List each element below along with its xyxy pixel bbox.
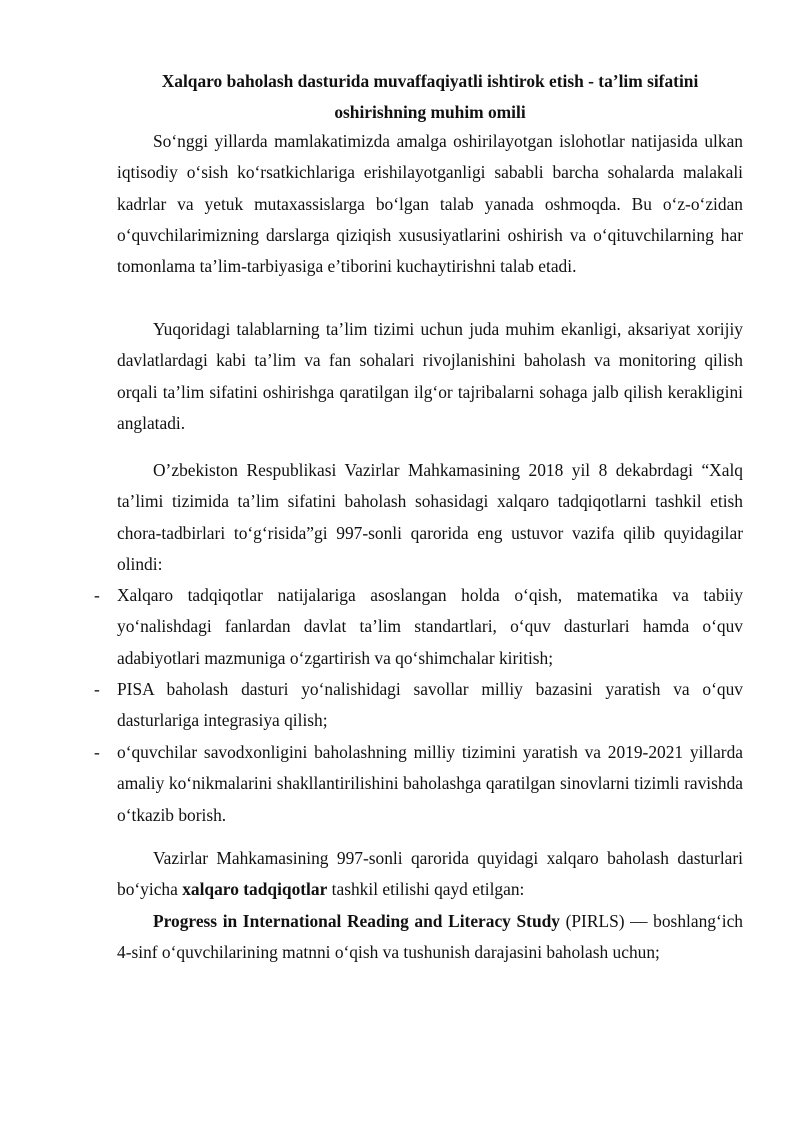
paragraph-5-bold-term: Progress in International Reading and Literacy Study bbox=[153, 911, 560, 931]
list-item-2: PISA baholash dasturi yo‘nalishidagi savollar milliy bazasini yaratish va o‘quv dasturlariga integrasiya qilish; bbox=[117, 679, 743, 731]
paragraph-4-text-start: Vazirlar Mahkamasining 997-sonli qarorida quyidagi xalqaro baholash dasturlari bo‘yicha bbox=[117, 848, 743, 900]
paragraph-4-bold-term: xalqaro tadqiqotlar bbox=[182, 879, 328, 900]
paragraph-5 bbox=[117, 906, 743, 969]
paragraph-2: Yuqoridagi talablarning ta’lim tizimi uchun juda muhim ekanligi, aksariyat xorijiy davlatlardagi kabi ta’lim va fan sohalari rivojlanishini baholash va monitoring qilish orqali ta’lim sifatini oshirishga qaratilgan ilg‘or tajribalarni sohaga jalb qilish kerakligini anglatadi. bbox=[117, 319, 743, 433]
list-item-3: o‘quvchilar savodxonligini baholashning milliy tizimini yaratish va 2019-2021 yillarda amaliy ko‘nikmalarini shakllantirilishini baholashga qaratilgan sinovlarni tizimli ravishda o‘tkazib borish. bbox=[117, 742, 743, 825]
paragraph-5-text: (PIRLS) — boshlang‘ich 4-sinf o‘quvchilarining matnni o‘qish va tushunish darajasini baholash uchun; bbox=[117, 911, 743, 963]
list-bullet-3: - bbox=[94, 742, 100, 762]
list-bullet-2: - bbox=[94, 679, 100, 699]
paragraph-4 bbox=[117, 843, 743, 906]
document-title: Xalqaro baholash dasturida muvaffaqiyatli ishtirok etish - ta’lim sifatini oshirishning muhim omili bbox=[161, 71, 699, 122]
list-bullet-1: - bbox=[94, 585, 100, 605]
paragraph-3: O’zbekiston Respublikasi Vazirlar Mahkamasining 2018 yil 8 dekabrdagi “Xalq ta’limi tizimida ta’lim sifatini baholash sohasidagi xalqaro tadqiqotlarni tashkil etish chora-tadbirlari to‘g‘risida”gi 997-sonli qarorida eng ustuvor vazifa qilib quyidagilar olindi: bbox=[117, 460, 743, 574]
paragraph-4-text-end: tashkil etilishi qayd etilgan: bbox=[327, 879, 525, 900]
paragraph-1: So‘nggi yillarda mamlakatimizda amalga oshirilayotgan islohotlar natijasida ulkan iqtisodiy o‘sish ko‘rsatkichlariga erishilayotganligi sababli barcha sohalarda malakali kadrlar va yetuk mutaxassislarga bo‘lgan talab yanada oshmoqda. Bu o‘z-o‘zidan o‘quvchilarimizning darslarga qiziqish xususiyatlarini oshirish va o‘qituvchilarning har tomonlama ta’lim-tarbiyasiga e’tiborini kuchaytirishni talab etadi. bbox=[117, 131, 743, 277]
list-item-1: Xalqaro tadqiqotlar natijalariga asoslangan holda o‘qish, matematika va tabiiy yo‘nalishdagi fanlardan davlat ta’lim standartlari, o‘quv dasturlari hamda o‘quv adabiyotlari mazmuniga o‘zgartirish va qo‘shimchalar kiritish; bbox=[117, 585, 743, 668]
